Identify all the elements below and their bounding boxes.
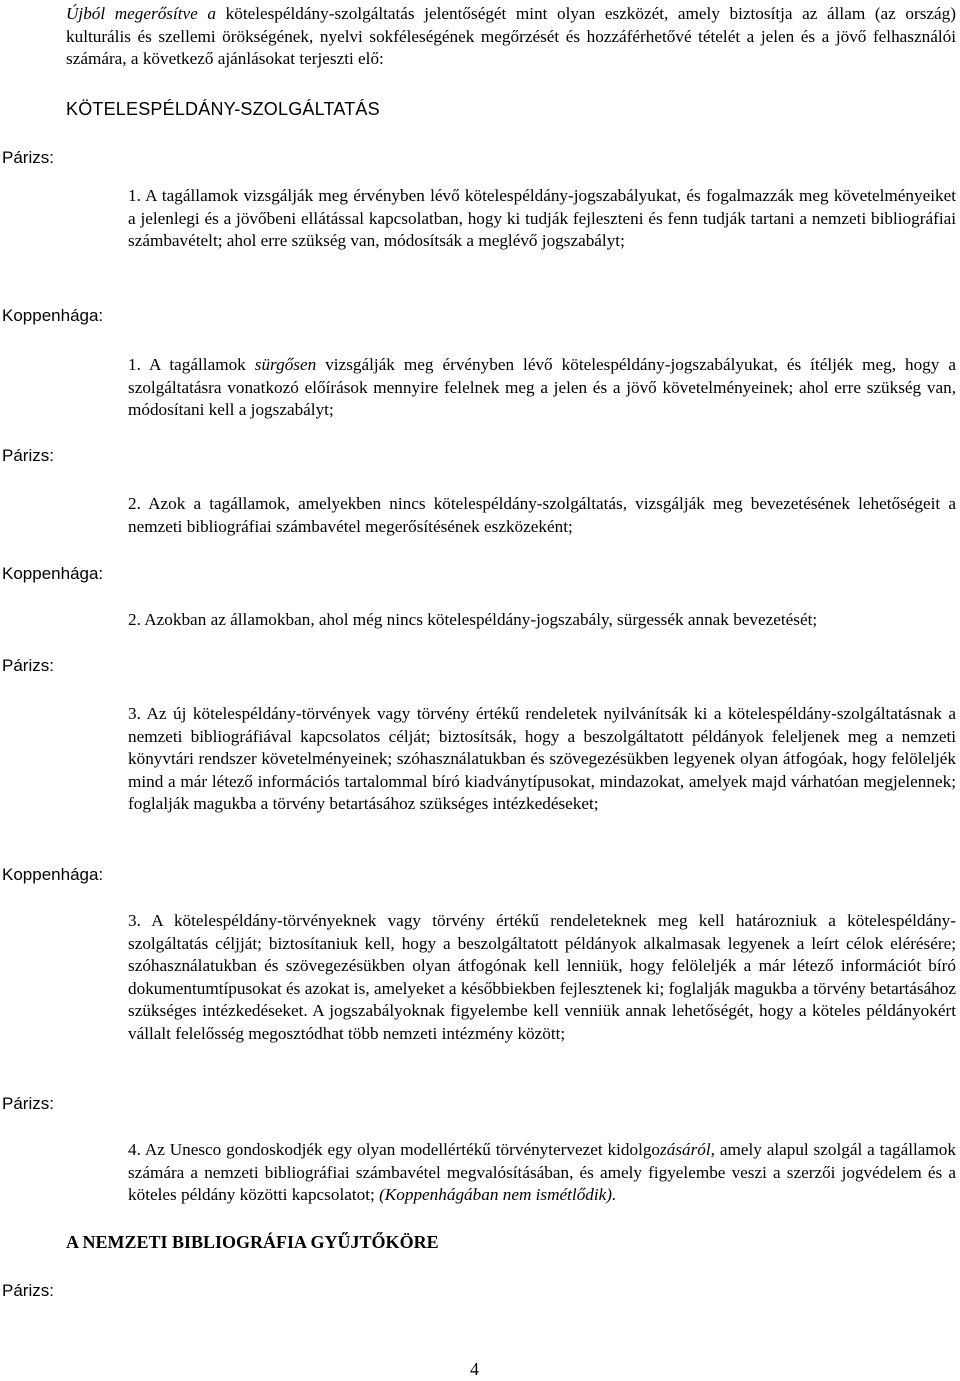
intro-paragraph — [66, 3, 956, 71]
label-koppenhaga-3: Koppenhága: — [2, 865, 104, 884]
p4-italic-2: (Koppenhágában nem ismétlődik). — [379, 1185, 617, 1205]
label-paris-4: Párizs: — [2, 1094, 54, 1113]
label-paris-5: Párizs: — [2, 1281, 54, 1300]
p4-start: 4. Az Unesco gondoskodjék egy olyan modellértékű törvénytervezet kidolgo — [128, 1140, 661, 1159]
paragraph-koppenhaga-1 — [128, 354, 956, 422]
page-number: 4 — [470, 1359, 479, 1379]
p1-kop-end: vizsgálják meg érvényben lévő kötelespéldány-jogszabályukat, és ítéljék meg, hogy a szolgáltatásra vonatkozó előírások mennyire felelnek meg a jelen és a jövő követelményeinek; ahol erre szükség van, módosítani kell a jogszabályt; — [128, 355, 956, 420]
p4-italic-1: zásáról, — [660, 1140, 715, 1159]
paragraph-paris-2: 2. Azok a tagállamok, amelyekben nincs kötelespéldány-szolgáltatás, vizsgálják meg bevezetésének lehetőségeit a nemzeti bibliográfiai számbavétel megerősítésének eszközeként; — [128, 494, 956, 536]
section-title-nemzeti-bibliografia: A NEMZETI BIBLIOGRÁFIA GYŰJTŐKÖRE — [66, 1232, 439, 1252]
label-paris-3: Párizs: — [2, 656, 54, 675]
paragraph-paris-3: 3. Az új kötelespéldány-törvények vagy törvény értékű rendeletek nyilvánítsák ki a kötelespéldány-szolgáltatásnak a nemzeti bibliográfiával kapcsolatos célját; biztosítsák, hogy a beszolgáltatott példányok feleljenek meg a nemzeti könyvtári rendszer követelményeinek; szóhasználatukban és szövegezésükben legyenek olyan átfogóak, hogy felöleljék mind a már létező információs tartalommal bíró kiadványtípusokat, mindazokat, amelyek majd várhatóan megjelennek; foglalják magukba a törvény betartásához szükséges intézkedéseket; — [128, 704, 956, 814]
p1-kop-italic: sürgősen — [254, 355, 317, 374]
label-koppenhaga-2: Koppenhága: — [2, 564, 104, 583]
section-title-kotelespeldany: KÖTELESPÉLDÁNY-SZOLGÁLTATÁS — [66, 99, 380, 119]
paragraph-koppenhaga-3: 3. A kötelespéldány-törvényeknek vagy törvény értékű rendeleteknek meg kell határozniuk a kötelespéldány-szolgáltatás céljját; biztosítaniuk kell, hogy a beszolgáltatott példányok alkalmasak legyenek a leírt célok elérésére; szóhasználatukban és szövegezésükben olyan átfogónak kell lenniük, hogy felöleljék a már létező információt bíró dokumentumtípusokat és azokat is, amelyeket a későbbiekben fejlesztenek ki; foglalják magukba a törvény betartásához szükséges intézkedéseket. A jogszabályoknak figyelembe kell venniük annak lehetőségét, hogy a köteles példányokért vállalt felelősség megosztódhat több nemzeti intézmény között; — [128, 911, 956, 1043]
paragraph-koppenhaga-2: 2. Azokban az államokban, ahol még nincs kötelespéldány-jogszabály, sürgessék annak bevezetését; — [128, 610, 818, 629]
p1-kop-start: 1. A tagállamok — [128, 355, 255, 374]
p4-middle: amely alapul szolgál a tagállamok számára a nemzeti bibliográfiai számbavétel megvalósításában, és amely figyelembe veszi a szerzői jogvédelem és a köteles példány közötti kapcsolatot; — [128, 1140, 956, 1205]
label-paris-2: Párizs: — [2, 446, 54, 465]
label-koppenhaga-1: Koppenhága: — [2, 306, 104, 325]
intro-italic: Újból megerősítve a — [66, 4, 217, 23]
label-paris-1: Párizs: — [2, 148, 54, 167]
intro-text: kötelespéldány-szolgáltatás jelentőségét mint olyan eszközét, amely biztosítja az állam (az ország) kulturális és szellemi örökségének, nyelvi sokféleségének megőrzését és hozzáférhetővé tételét a jelen és a jövő felhasználói számára, a következő ajánlásokat terjeszti elő: — [66, 4, 956, 69]
paragraph-paris-1: 1. A tagállamok vizsgálják meg érvényben lévő kötelespéldány-jogszabályukat, és fogalmazzák meg követelményeiket a jelenlegi és a jövőbeni ellátással kapcsolatban, hogy ki tudják fejleszteni és fenn tudják tartani a nemzeti bibliográfiai számbavételt; ahol erre szükség van, módosítsák a meglévő jogszabályt; — [128, 186, 956, 251]
paragraph-paris-4 — [128, 1139, 956, 1207]
